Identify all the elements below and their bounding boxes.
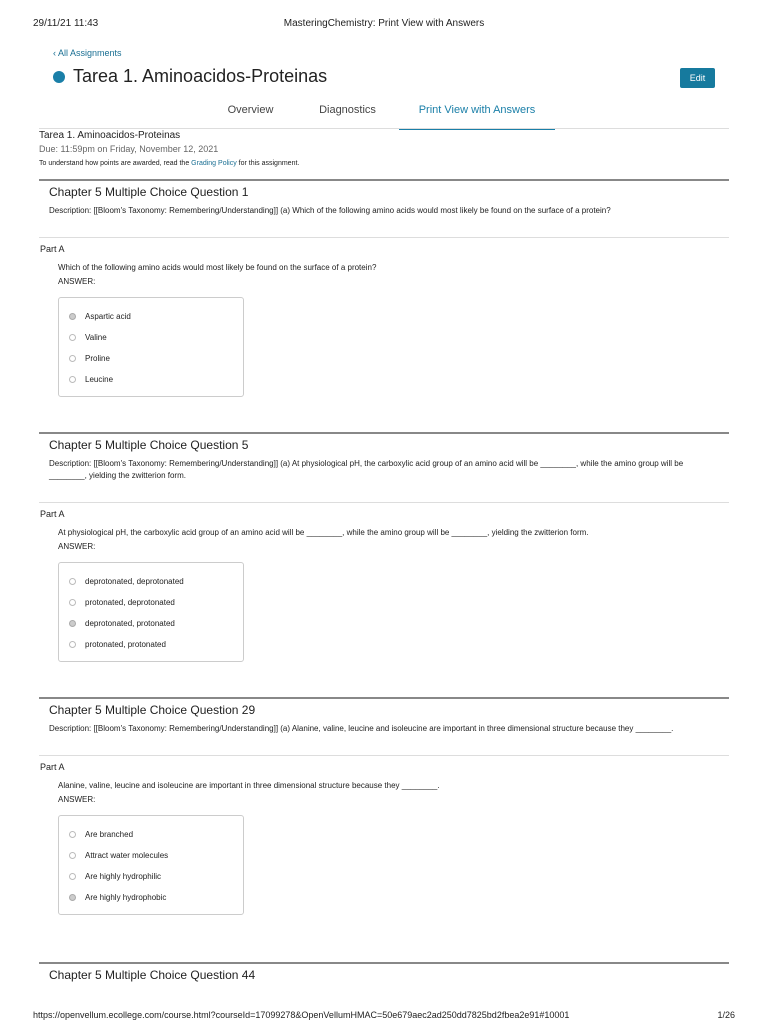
answer-choices [58,815,244,915]
question-prompt: Alanine, valine, leucine and isoleucine are important in three dimensional structure because they ________. [58,781,440,790]
question-description: Description: [[Bloom's Taxonomy: Remembering/Understanding]] (a) At physiological pH, the carboxylic acid group of an amino acid will be ________, while the amino group will be ________, yielding the zwitterion form. [49,459,684,480]
choice-label: Leucine [85,375,114,384]
tab-overview[interactable]: Overview [227,104,274,116]
radio-icon[interactable] [69,376,76,383]
all-assignments-label: All Assignments [58,48,122,58]
answer-label: ANSWER: [58,277,96,286]
grading-policy-link[interactable]: Grading Policy [191,160,237,167]
radio-selected-icon[interactable] [69,313,76,320]
choice-option[interactable] [69,887,243,908]
choice-option[interactable] [69,369,243,390]
choice-label: Attract water molecules [85,851,169,860]
question-divider [39,962,729,964]
choice-option[interactable] [69,571,243,592]
answer-label: ANSWER: [58,795,96,804]
assignment-title: Tarea 1. Aminoacidos-Proteinas [73,66,328,86]
tab-bar [205,104,555,128]
question-block [39,697,729,915]
choice-option[interactable] [69,824,243,845]
question-title: Chapter 5 Multiple Choice Question 29 [49,703,256,717]
question-description: Description: [[Bloom's Taxonomy: Remembering/Understanding]] (a) Which of the following amino acids would most likely be found on the surface of a protein? [49,206,611,215]
print-header [33,18,735,32]
choice-option[interactable] [69,866,243,887]
choice-option[interactable] [69,845,243,866]
radio-selected-icon[interactable] [69,894,76,901]
choice-label: Aspartic acid [85,312,131,321]
question-description: Description: [[Bloom's Taxonomy: Remembering/Understanding]] (a) Alanine, valine, leucine and isoleucine are important in three dimensional structure because they ________. [49,724,674,733]
print-datetime: 29/11/21 11:43 [33,18,99,29]
choice-option[interactable] [69,327,243,348]
grading-note [39,160,299,167]
choice-label: deprotonated, protonated [85,619,175,628]
radio-icon[interactable] [69,852,76,859]
status-dot-icon [53,71,65,83]
question-block [39,432,729,662]
choice-label: protonated, protonated [85,640,166,649]
question-block [39,962,729,982]
question-title: Chapter 5 Multiple Choice Question 44 [49,968,256,982]
radio-icon[interactable] [69,831,76,838]
chevron-left-icon: ‹ [53,48,56,58]
choice-option[interactable] [69,306,243,327]
radio-selected-icon[interactable] [69,620,76,627]
part-divider [39,502,729,503]
question-prompt: At physiological pH, the carboxylic acid group of an amino acid will be ________, while the amino group will be ________, yielding the zwitterion form. [58,528,589,537]
part-divider [39,755,729,756]
part-label: Part A [40,509,65,519]
choice-label: Are branched [85,830,134,839]
answer-label: ANSWER: [58,542,96,551]
choice-option[interactable] [69,634,243,655]
choice-option[interactable] [69,348,243,369]
choice-label: deprotonated, deprotonated [85,577,184,586]
radio-icon[interactable] [69,599,76,606]
radio-icon[interactable] [69,641,76,648]
all-assignments-link[interactable] [53,48,122,58]
grading-prefix: To understand how points are awarded, read the [39,160,190,167]
question-block [39,179,729,397]
choice-label: Proline [85,354,110,363]
radio-icon[interactable] [69,334,76,341]
assignment-info [39,130,299,167]
radio-icon[interactable] [69,873,76,880]
answer-choices [58,297,244,397]
due-date: Due: 11:59pm on Friday, November 12, 2021 [39,144,219,154]
assignment-header [53,66,327,87]
question-divider [39,432,729,434]
print-title: MasteringChemistry: Print View with Answers [283,18,485,29]
radio-icon[interactable] [69,355,76,362]
tab-print-view-label: Print View with Answers [418,104,536,116]
tab-diagnostics[interactable]: Diagnostics [319,104,376,116]
choice-option[interactable] [69,613,243,634]
question-title: Chapter 5 Multiple Choice Question 5 [49,438,249,452]
edit-button[interactable]: Edit [680,68,715,88]
part-label: Part A [40,244,65,254]
question-title: Chapter 5 Multiple Choice Question 1 [49,185,249,199]
choice-label: Are highly hydrophilic [85,872,162,881]
page-number: 1/26 [717,1010,735,1020]
tab-print-view[interactable] [399,104,555,128]
question-divider [39,697,729,699]
choice-option[interactable] [69,592,243,613]
choice-label: Valine [85,333,107,342]
divider [39,128,729,129]
part-label: Part A [40,762,65,772]
info-name: Tarea 1. Aminoacidos-Proteinas [39,130,181,141]
choice-label: Are highly hydrophobic [85,893,167,902]
part-divider [39,237,729,238]
answer-choices [58,562,244,662]
question-prompt: Which of the following amino acids would most likely be found on the surface of a protein? [58,263,377,272]
grading-suffix: for this assignment. [238,160,300,167]
radio-icon[interactable] [69,578,76,585]
page-url: https://openvellum.ecollege.com/course.html?courseId=17099278&OpenVellumHMAC=50e679aec2ad250dd7825bd2fbea2e91#10001 [33,1010,570,1020]
choice-label: protonated, deprotonated [85,598,175,607]
question-divider [39,179,729,181]
